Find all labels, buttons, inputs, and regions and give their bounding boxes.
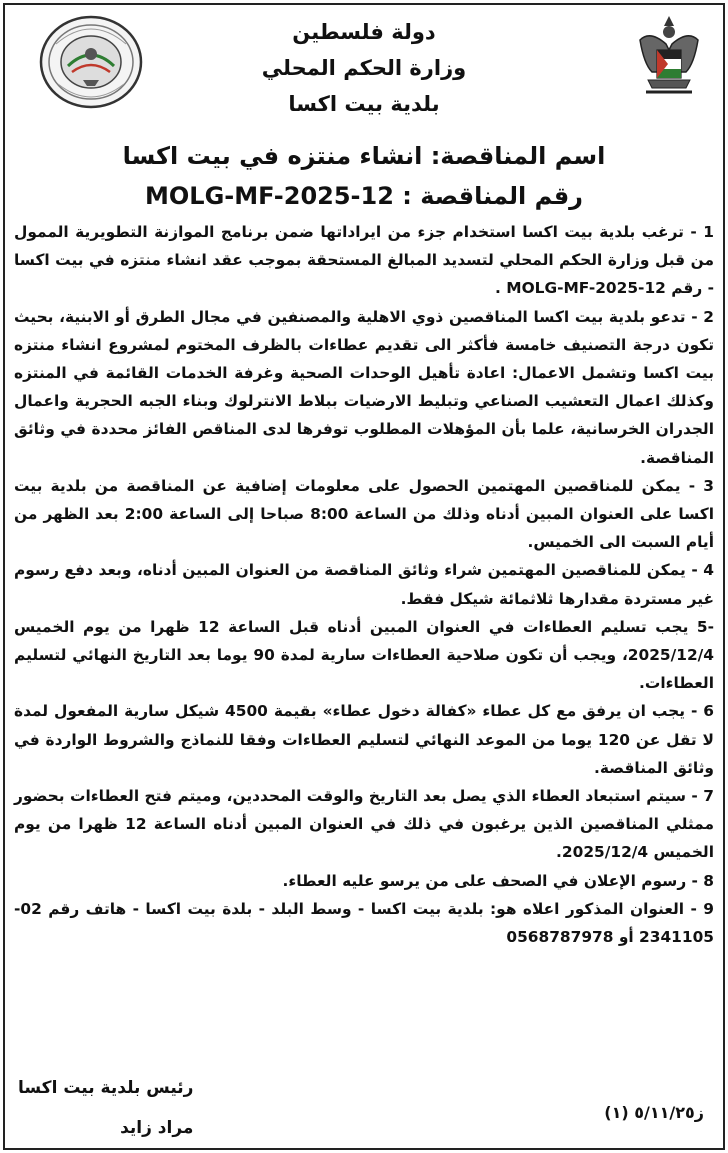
palestine-eagle-emblem-icon xyxy=(630,10,708,110)
ministry-name: وزارة الحكم المحلي xyxy=(261,56,467,80)
paragraph-4: 4 - يمكن للمناقصين المهتمين شراء وثائق المناقصة من العنوان المبين أدناه، وبعد دفع رسوم غير مستردة مقدارها ثلاثمائة شيكل فقط. xyxy=(14,561,714,608)
reference-code: ز٥/١١/٢٥ (١) xyxy=(604,1103,704,1122)
state-name: دولة فلسطين xyxy=(292,20,436,44)
paragraph-2: 2 - تدعو بلدية بيت اكسا المناقصين ذوي الاهلية والمصنفين في مجال الطرق أو الابنية، بحيث تكون درجة التصنيف خامسة فأكثر الى تقديم عطاءات بالظرف المختوم لمشروع انشاء منتزه بيت اكسا وتشمل الاعمال: اعادة تأهيل الوحدات الصحية وغرفة الخدمات القائمة في المنتزه وكذلك اعمال التعشيب الصناعي وتبليط الارضيات ببلاط الانترلوك وبناء الجبه الحجرية واعمال الجدران الخرسانية، علما بأن المؤهلات المطلوب توفرها لدى المناقص الفائز محددة في وثائق المناقصة. xyxy=(14,307,714,467)
government-heading xyxy=(170,14,558,122)
signature-block xyxy=(18,1068,193,1148)
tender-name: اسم المناقصة: انشاء منتزه في بيت اكسا xyxy=(122,142,606,170)
paragraph-5: -5 يجب تسليم العطاءات في العنوان المبين أدناه قبل الساعة 12 ظهرا من يوم الخميس 2025/12/4، ويجب أن تكون صلاحية العطاءات سارية لمدة 90 يوما بعد التاريخ النهائي لتسليم العطاءات. xyxy=(14,617,715,693)
tender-number: رقم المناقصة : MOLG-MF-2025-12 xyxy=(145,182,583,210)
paragraph-3: 3 - يمكن للمناقصين المهتمين الحصول على معلومات إضافية عن المناقصة من بلدية بيت اكسا على العنوان المبين أدناه وذلك من الساعة 8:00 صباحا إلى الساعة 2:00 بعد الظهر من أيام السبت الى الخميس. xyxy=(14,476,714,552)
paragraph-8: 8 - رسوم الإعلان في الصحف على من يرسو عليه العطاء. xyxy=(282,871,714,890)
signature-name: مراد زايد xyxy=(120,1118,194,1138)
paragraph-1: 1 - ترغب بلدية بيت اكسا استخدام جزء من ايراداتها ضمن برنامج الموازنة التطويرية الممول من قبل وزارة الحكم المحلي لتسديد المبالغ المستحقة بموجب عقد انشاء منتزه في بيت اكسا - رقم MOLG-MF-2025-12 . xyxy=(14,223,714,298)
paragraph-7: 7 - سيتم استبعاد العطاء الذي يصل بعد التاريخ والوقت المحددين، وميتم فتح العطاءات بحضور ممثلي المناقصين الذين يرغبون في ذلك في العنوان المبين أدناه الساعة 12 ظهرا من يوم الخميس 2025/12/4. xyxy=(14,787,715,862)
paragraph-6: 6 - يجب ان يرفق مع كل عطاء «كفالة دخول عطاء» بقيمة 4500 شيكل سارية المفعول لمدة لا تقل عن 120 يوما من الموعد النهائي لتسليم العطاءات وفقا للنماذج والشروط الواردة في وثائق المناقصة. xyxy=(14,702,715,777)
municipality-name: بلدية بيت اكسا xyxy=(288,92,440,116)
paragraph-9: 9 - العنوان المذكور اعلاه هو: بلدية بيت اكسا - وسط البلد - بلدة بيت اكسا - هاتف رقم 02-2341105 أو 0568787978 xyxy=(14,899,714,947)
signature-title: رئيس بلدية بيت اكسا xyxy=(18,1078,194,1098)
announcement-body xyxy=(14,218,714,951)
header xyxy=(0,0,728,128)
municipality-seal-icon xyxy=(38,14,144,110)
